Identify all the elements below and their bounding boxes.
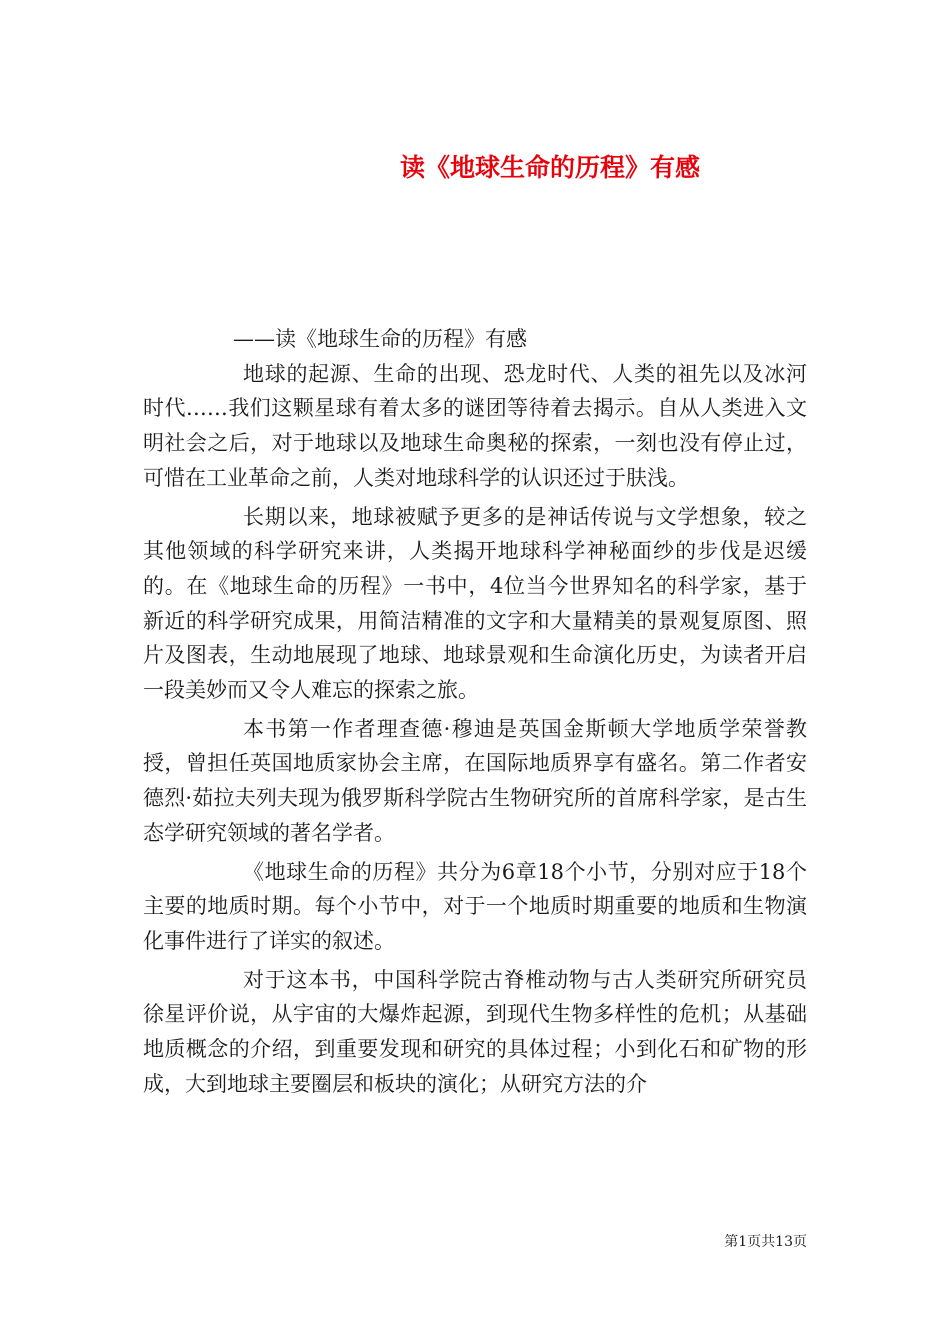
paragraph-5: 对于这本书，中国科学院古脊椎动物与古人类研究所研究员徐星评价说，从宇宙的大爆炸起源，到现代生物多样性的危机；从基础地质概念的介绍，到重要发现和研究的具体过程；小到化石和矿物的形成，大到地球主要圈层和板块的演化；从研究方法的介 [143,967,807,1096]
paragraph-3: 本书第一作者理查德·穆迪是英国金斯顿大学地质学荣誉教授，曾担任英国地质家协会主席，在国际地质界享有盛名。第二作者安德烈·茹拉夫列夫现为俄罗斯科学院古生物研究所的首席科学家，是古生态学研究领域的著名学者。 [143,716,807,845]
page-number-footer: 第1页共13页 [724,1234,807,1250]
document-subtitle: ——读《地球生命的历程》有感 [233,327,527,351]
document-title: 读《地球生命的历程》有感 [399,152,700,182]
document-body [143,322,807,1101]
paragraph-2: 长期以来，地球被赋予更多的是神话传说与文学想象，较之其他领域的科学研究来讲，人类揭开地球科学神秘面纱的步伐是迟缓的。在《地球生命的历程》一书中，4位当今世界知名的科学家，基于新近的科学研究成果，用简洁精准的文字和大量精美的景观复原图、照片及图表，生动地展现了地球、地球景观和生命演化历史，为读者开启一段美妙而又令人难忘的探索之旅。 [143,504,807,703]
paragraph-1: 地球的起源、生命的出现、恐龙时代、人类的祖先以及冰河时代……我们这颗星球有着太多的谜团等待着去揭示。自从人类进入文明社会之后，对于地球以及地球生命奥秘的探索，一刻也没有停止过，可惜在工业革命之前，人类对地球科学的认识还过于肤浅。 [143,361,807,490]
paragraph-4: 《地球生命的历程》共分为6章18个小节，分别对应于18个主要的地质时期。每个小节中，对于一个地质时期重要的地质和生物演化事件进行了详实的叙述。 [143,859,807,953]
